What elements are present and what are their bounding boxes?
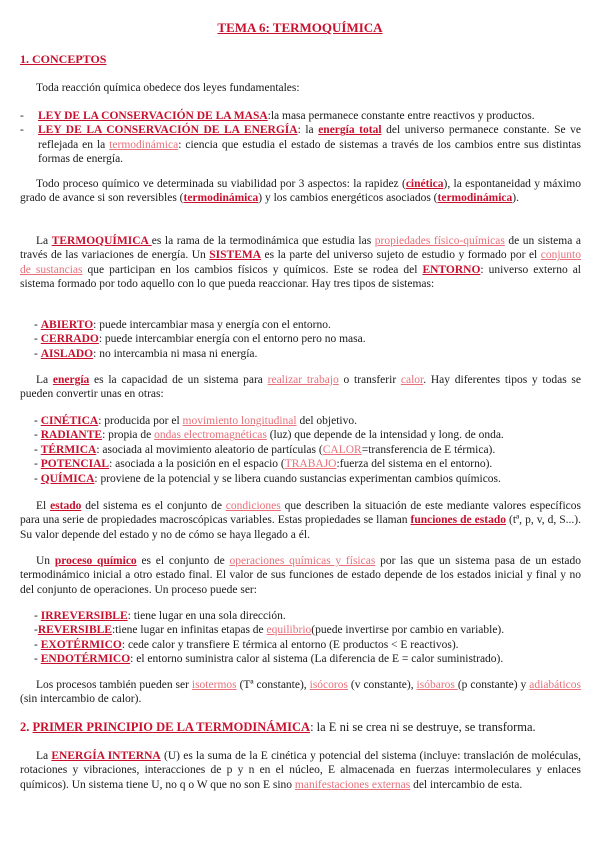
process-item: - IRREVERSIBLE: tiene lugar en una sola dirección.: [34, 610, 286, 622]
energy-types-list: [34, 414, 581, 486]
process-item: -REVERSIBLE:tiene lugar en infinitas etapas de equilibrio(puede invertirse por cambio en variable).: [34, 624, 505, 637]
paragraph-estado: El estado del sistema es el conjunto de condiciones que describen la situación de este mediante valores específicos para una serie de propiedades macroscópicas variables. Estas propiedades se llaman funciones de estado (tª, p, v, d, S...). Su valor depende del estado y no de cómo se haya llegado a él.: [20, 500, 581, 541]
system-item: - CERRADO: puede intercambiar energía con el entorno pero no masa.: [34, 333, 366, 346]
paragraph-termoquimica: La TERMOQUÍMICA es la rama de la termodinámica que estudia las propiedades físico-químicas de un sistema a través de las variaciones de energía. Un SISTEMA es la parte del universo sujeto de estudio y formado por el conjunto de sustancias que participan en los cambios físicos y químicos. Este se rodea del ENTORNO: universo externo al sistema formado por todo aquello con lo que pueda reaccionar. Hay tres tipos de sistemas:: [20, 235, 581, 291]
energy-item: - QUÍMICA: proviene de la potencial y se libera cuando sustancias experimentan cambios químicos.: [34, 472, 501, 485]
system-item: - AISLADO: no intercambia ni masa ni energía.: [34, 347, 258, 360]
page-title: TEMA 6: TERMOQUÍMICA: [217, 20, 383, 35]
energy-item: - CINÉTICA: producida por el movimiento longitudinal del objetivo.: [34, 415, 357, 427]
paragraph-aspects: Todo proceso químico ve determinada su viabilidad por 3 aspectos: la rapidez (cinética), la espontaneidad y máximo grado de avance si son reversibles (termodinámica) y los cambios energéticos asociados (termodinámica).: [20, 178, 581, 205]
energy-item: - POTENCIAL: asociada a la posición en el espacio (TRABAJO:fuerza del sistema en el entorno).: [34, 458, 493, 471]
law-item: - LEY DE LA CONSERVACIÓN DE LA ENERGÍA: la energía total del universo permanece constante. Se ve reflejada en la termodinámica: ciencia que estudia el estado de sistemas a través de los cambios entre sus distintas formas de energía.: [20, 124, 582, 166]
section-heading-primer-principio: 2. PRIMER PRINCIPIO DE LA TERMODINÁMICA: la E ni se crea ni se destruye, se transforma.: [20, 720, 536, 734]
paragraph-energia-interna: La ENERGÍA INTERNA (U) es la suma de la E cinética y potencial del sistema (incluye: translación de moléculas, rotaciones y vibraciones, interacciones de p y n en el núcleo, E almacenada en fuerzas intermoleculares y enlaces químicos). Un sistema tiene U, no q o W que no son E sino manifestaciones externas del intercambio de esta.: [20, 750, 582, 791]
paragraph-energia: La energía es la capacidad de un sistema para realizar trabajo o transferir calor. Hay diferentes tipos y todas se pueden convertir unas en otras:: [20, 374, 581, 401]
system-item: - ABIERTO: puede intercambiar masa y energía con el entorno.: [34, 319, 331, 331]
process-item: - EXOTÉRMICO: cede calor y transfiere E térmica al entorno (E productos < E reactivos).: [34, 638, 459, 651]
process-types-list: [34, 609, 581, 667]
paragraph-proceso: Un proceso químico es el conjunto de operaciones químicas y físicas por las que un sistema pasa de un estado termodinámico inicial a otro estado final. El valor de sus funciones de estado depende de los estados inicial y final y no del conjunto de operaciones. Un proceso puede ser:: [20, 555, 582, 596]
process-item: - ENDOTÉRMICO: el entorno suministra calor al sistema (La diferencia de E = calor suministrado).: [34, 653, 504, 666]
section-heading-conceptos: 1. CONCEPTOS: [20, 52, 107, 66]
paragraph-procesos: Los procesos también pueden ser isotermos (Tª constante), isócoros (v constante), isóbaros (p constante) y adiabáticos (sin intercambio de calor).: [20, 679, 581, 706]
intro-paragraph: Toda reacción química obedece dos leyes fundamentales:: [36, 82, 300, 94]
energy-item: - RADIANTE: propia de ondas electromagnéticas (luz) que depende de la intensidad y long. de onda.: [34, 429, 504, 442]
energy-item: - TÉRMICA: asociada al movimiento aleatorio de partículas (CALOR=transferencia de E térmica).: [34, 443, 496, 456]
laws-list: [20, 109, 581, 167]
law-item: - LEY DE LA CONSERVACIÓN DE LA MASA:la masa permanece constante entre reactivos y productos.: [20, 110, 535, 122]
systems-list: [34, 318, 581, 361]
